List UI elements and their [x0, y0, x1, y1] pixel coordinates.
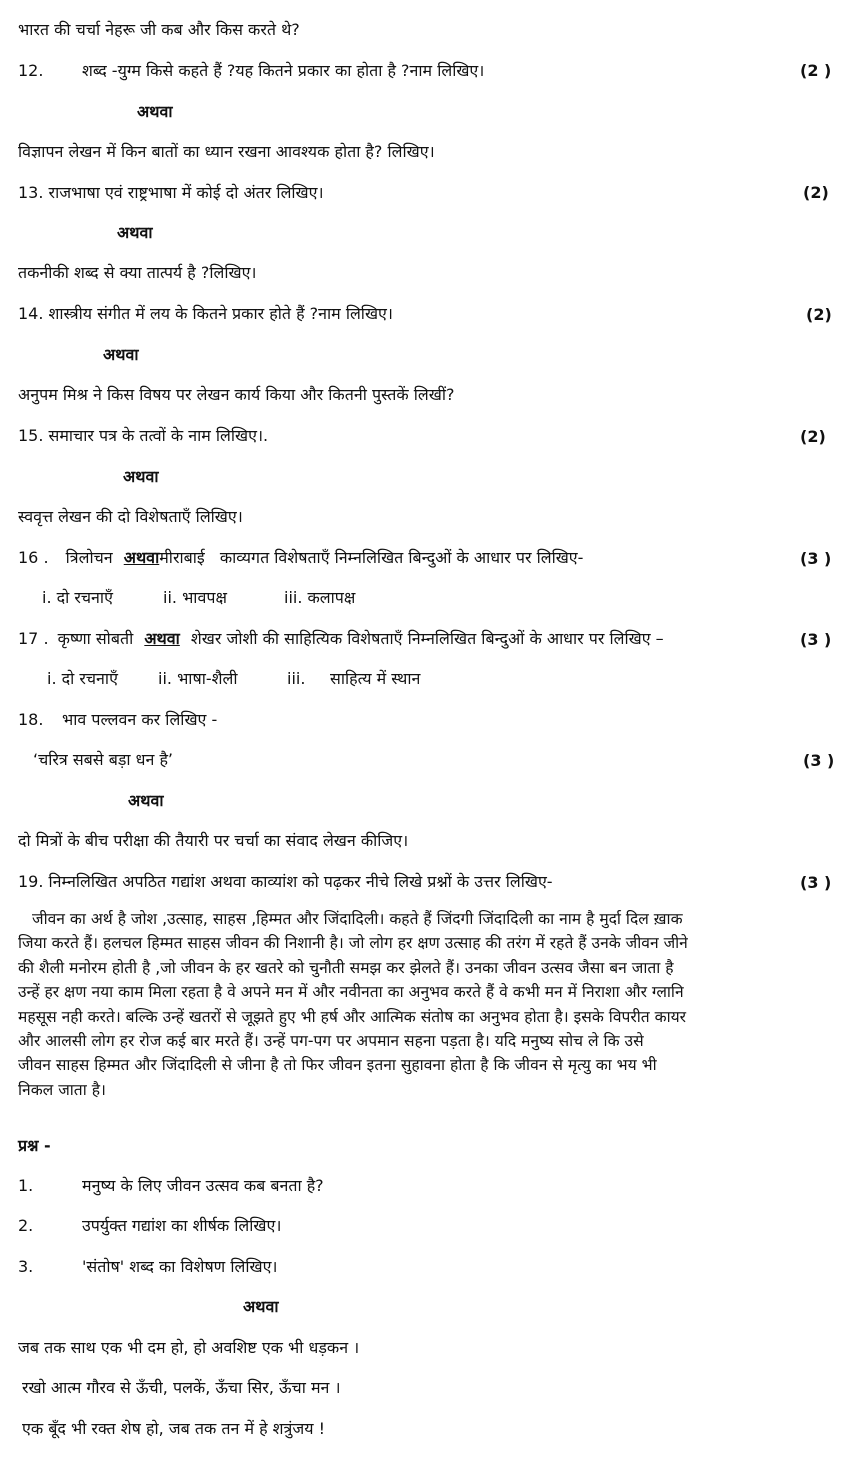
q15-alternative: स्ववृत्त लेखन की दो विशेषताएँ लिखिए।: [18, 507, 243, 526]
poem-line-2: रखो आत्म गौरव से ऊँची, पलकें, ऊँचा सिर, ऊँचा मन ।: [22, 1378, 341, 1397]
q17-point-3-text: साहित्य में स्थान: [330, 669, 421, 688]
q18-quote: ‘चरित्र सबसे बड़ा धन है’: [33, 750, 174, 769]
q16-number: 16 .: [18, 548, 49, 567]
q13-marks: (2): [803, 183, 829, 202]
q17-point-1: i. दो रचनाएँ: [47, 669, 118, 688]
question-2-number: 2.: [18, 1216, 34, 1235]
q17-marks: (3 ): [800, 630, 832, 649]
passage-line: उन्हें हर क्षण नया काम मिला रहता है वे अपने मन में और नवीनता का अनुभव करते हैं वे कभी मन में निराशा और ग्लानि: [18, 983, 684, 1002]
passage-line: जीवन साहस हिम्मत और जिंदादिली से जीना है तो फिर जीवन इतना सुहावना होता है कि जीवन से मृत्यु का भय भी: [18, 1056, 657, 1075]
q18-number: 18.: [18, 710, 44, 729]
q13-text: 13. राजभाषा एवं राष्ट्रभाषा में कोई दो अंतर लिखिए।: [18, 183, 324, 202]
q14-text: 14. शास्त्रीय संगीत में लय के कितने प्रकार होते हैं ?नाम लिखिए।: [18, 304, 393, 323]
q16-poet-b: मीराबाई: [159, 548, 205, 567]
passage-line: निकल जाता है।: [18, 1080, 106, 1099]
or-label: अथवा: [243, 1297, 279, 1316]
question-3-number: 3.: [18, 1257, 34, 1276]
q16-or: अथवा: [123, 548, 160, 567]
poem-line-3: एक बूँद भी रक्त शेष हो, जब तक तन में हे शत्रुंजय !: [22, 1419, 326, 1438]
q17-writer-a: कृष्णा सोबती: [57, 629, 134, 648]
passage-line: की शैली मनोरम होती है ,जो जीवन के हर खतरे को चुनौती समझ कर झेलते हैं। उनका जीवन उत्सव जैसा बन जाता है: [18, 958, 674, 977]
questions-label: प्रश्न -: [18, 1136, 51, 1155]
question-1-number: 1.: [18, 1176, 34, 1195]
q14-marks: (2): [806, 305, 832, 324]
question-3-text: 'संतोष' शब्द का विशेषण लिखिए।: [82, 1257, 278, 1276]
q17-number: 17 .: [18, 629, 49, 648]
q16-poet-a: त्रिलोचन: [65, 548, 113, 567]
q17-point-3-num: iii.: [287, 669, 306, 688]
q12-marks: (2 ): [800, 61, 832, 80]
q12-text: शब्द -युग्म किसे कहते हैं ?यह कितने प्रकार का होता है ?नाम लिखिए।: [82, 61, 485, 80]
question-2-text: उपर्युक्त गद्यांश का शीर्षक लिखिए।: [82, 1216, 282, 1235]
or-label: अथवा: [137, 102, 173, 121]
or-label: अथवा: [123, 467, 159, 486]
q14-alternative: अनुपम मिश्र ने किस विषय पर लेखन कार्य किया और कितनी पुस्तकें लिखीं?: [18, 385, 455, 404]
q15-marks: (2): [800, 427, 826, 446]
passage-line: जीवन का अर्थ है जोश ,उत्साह, साहस ,हिम्मत और जिंदादिली। कहते हैं जिंदगी जिंदादिली का नाम है मुर्दा दिल ख़ाक: [32, 910, 683, 928]
q13-alternative: तकनीकी शब्द से क्या तात्पर्य है ?लिखिए।: [18, 263, 257, 282]
q17-or: अथवा: [144, 629, 180, 648]
q16-point-2: ii. भावपक्ष: [163, 588, 227, 607]
passage-line: महसूस नही करते। बल्कि उन्हें खतरों से जूझते हुए भी हर्ष और आत्मिक संतोष का अनुभव होता है। इसके विपरीत कायर: [18, 1007, 687, 1026]
q16-instruction: काव्यगत विशेषताएँ निम्नलिखित बिन्दुओं के आधार पर लिखिए-: [219, 548, 584, 567]
q17-line: [18, 628, 664, 650]
or-label: अथवा: [103, 345, 139, 364]
q19-text: 19. निम्नलिखित अपठित गद्यांश अथवा काव्यांश को पढ़कर नीचे लिखे प्रश्नों के उत्तर लिखिए-: [18, 872, 553, 891]
q16-line: [18, 547, 583, 569]
q17-instruction: शेखर जोशी की साहित्यिक विशेषताएँ निम्नलिखित बिन्दुओं के आधार पर लिखिए –: [190, 629, 664, 648]
q16-point-3: iii. कलापक्ष: [284, 588, 356, 607]
unseen-passage: [18, 907, 838, 1102]
or-label: अथवा: [117, 223, 153, 242]
poem-line-1: जब तक साथ एक भी दम हो, हो अवशिष्ट एक भी धड़कन ।: [18, 1338, 360, 1357]
passage-line: और आलसी लोग हर रोज कई बार मरते हैं। उन्हें पग-पग पर अपमान सहना पड़ता है। यदि मनुष्य सोच ले कि उसे: [18, 1032, 644, 1051]
q15-text: 15. समाचार पत्र के तत्वों के नाम लिखिए।.: [18, 426, 269, 445]
q12-number: 12.: [18, 61, 44, 80]
q17-point-2: ii. भाषा-शैली: [158, 669, 238, 688]
or-label: अथवा: [128, 791, 164, 810]
q19-marks: (3 ): [800, 873, 832, 892]
q18-alternative: दो मित्रों के बीच परीक्षा की तैयारी पर चर्चा का संवाद लेखन कीजिए।: [18, 831, 409, 850]
q18-text: भाव पल्लवन कर लिखिए -: [62, 710, 218, 729]
q18-marks: (3 ): [803, 751, 835, 770]
question-1-text: मनुष्य के लिए जीवन उत्सव कब बनता है?: [82, 1176, 324, 1195]
question-line-continued: भारत की चर्चा नेहरू जी कब और किस करते थे?: [18, 20, 300, 39]
q16-point-1: i. दो रचनाएँ: [42, 588, 113, 607]
q16-marks: (3 ): [800, 549, 832, 568]
q12-alternative: विज्ञापन लेखन में किन बातों का ध्यान रखना आवश्यक होता है? लिखिए।: [18, 142, 435, 161]
passage-line: जिया करते हैं। हलचल हिम्मत साहस जीवन की निशानी है। जो लोग हर क्षण उत्साह की तरंग में रहते हैं उनके जीवन जीने: [18, 934, 688, 953]
